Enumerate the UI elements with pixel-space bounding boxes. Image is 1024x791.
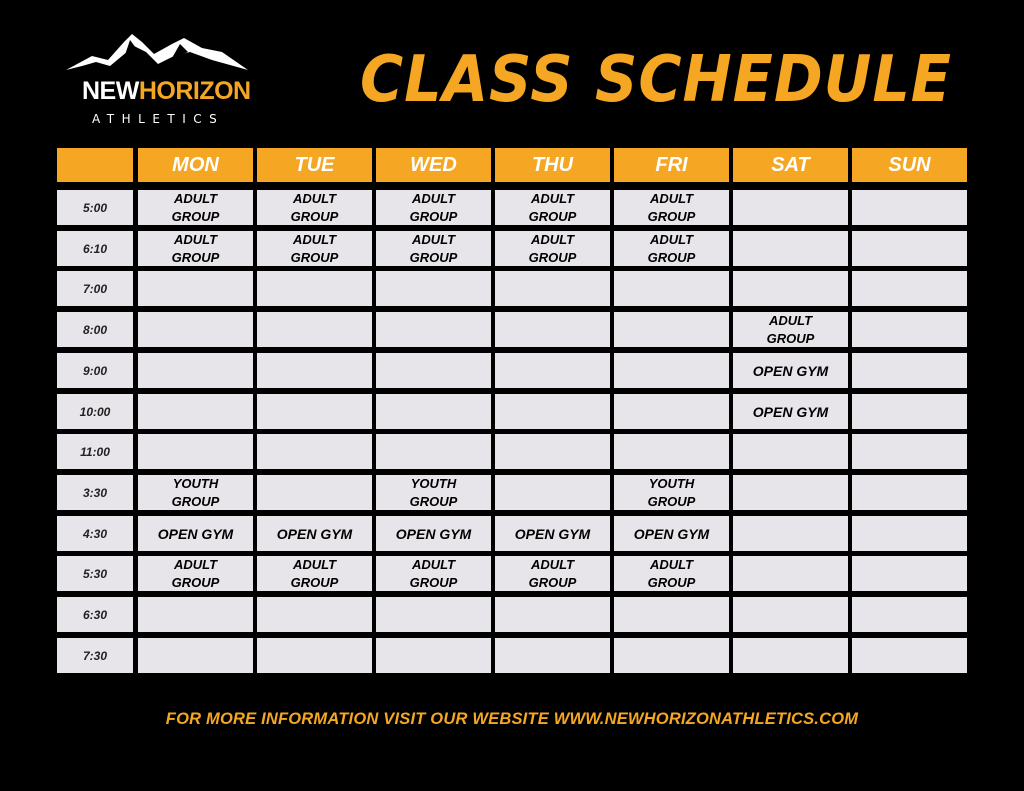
schedule-cell: ADULT GROUP bbox=[257, 231, 372, 266]
schedule-cell bbox=[852, 434, 967, 469]
schedule-cell: OPEN GYM bbox=[733, 353, 848, 388]
schedule-cell bbox=[733, 516, 848, 551]
schedule-cell bbox=[852, 394, 967, 429]
schedule-cell bbox=[376, 597, 491, 632]
schedule-cell bbox=[733, 556, 848, 591]
schedule-cell: OPEN GYM bbox=[138, 516, 253, 551]
schedule-cell bbox=[614, 312, 729, 347]
schedule-cell: ADULT GROUP bbox=[376, 231, 491, 266]
schedule-cell: ADULT GROUP bbox=[614, 556, 729, 591]
schedule-cell: ADULT GROUP bbox=[733, 312, 848, 347]
schedule-cell: ADULT GROUP bbox=[138, 231, 253, 266]
schedule-cell bbox=[495, 394, 610, 429]
schedule-cell: ADULT GROUP bbox=[138, 190, 253, 225]
schedule-cell bbox=[138, 271, 253, 306]
time-slot: 11:00 bbox=[57, 434, 133, 469]
day-header-sat: SAT bbox=[733, 148, 848, 182]
schedule-cell bbox=[138, 353, 253, 388]
schedule-cell: ADULT GROUP bbox=[495, 556, 610, 591]
schedule-cell: YOUTH GROUP bbox=[614, 475, 729, 510]
footer-text: FOR MORE INFORMATION VISIT OUR WEBSITE WWW.NEWHORIZONATHLETICS.COM bbox=[165, 710, 859, 728]
day-header-sun: SUN bbox=[852, 148, 967, 182]
schedule-cell bbox=[257, 597, 372, 632]
schedule-cell bbox=[614, 597, 729, 632]
schedule-cell bbox=[257, 353, 372, 388]
schedule-cell bbox=[495, 271, 610, 306]
schedule-cell bbox=[376, 394, 491, 429]
time-slot: 6:10 bbox=[57, 231, 133, 266]
schedule-cell bbox=[376, 638, 491, 673]
mountain-icon bbox=[62, 30, 252, 80]
schedule-cell: ADULT GROUP bbox=[495, 231, 610, 266]
schedule-cell bbox=[852, 190, 967, 225]
time-slot: 3:30 bbox=[57, 475, 133, 510]
schedule-cell bbox=[733, 231, 848, 266]
schedule-cell bbox=[614, 271, 729, 306]
header-corner bbox=[57, 148, 133, 182]
schedule-cell bbox=[495, 475, 610, 510]
schedule-cell bbox=[495, 638, 610, 673]
time-slot: 9:00 bbox=[57, 353, 133, 388]
schedule-cell bbox=[376, 312, 491, 347]
schedule-cell bbox=[614, 638, 729, 673]
schedule-cell bbox=[852, 231, 967, 266]
schedule-cell bbox=[376, 353, 491, 388]
schedule-cell: ADULT GROUP bbox=[257, 556, 372, 591]
schedule-cell bbox=[852, 353, 967, 388]
schedule-cell bbox=[852, 312, 967, 347]
time-slot: 5:00 bbox=[57, 190, 133, 225]
brand-subtitle: ATHLETICS bbox=[92, 112, 225, 126]
schedule-cell bbox=[257, 638, 372, 673]
schedule-cell bbox=[495, 597, 610, 632]
schedule-cell bbox=[614, 434, 729, 469]
schedule-cell: ADULT GROUP bbox=[614, 231, 729, 266]
schedule-cell: ADULT GROUP bbox=[376, 556, 491, 591]
day-header-fri: FRI bbox=[614, 148, 729, 182]
schedule-cell: OPEN GYM bbox=[495, 516, 610, 551]
time-slot: 6:30 bbox=[57, 597, 133, 632]
schedule-cell bbox=[257, 271, 372, 306]
schedule-cell: ADULT GROUP bbox=[376, 190, 491, 225]
schedule-cell bbox=[733, 475, 848, 510]
schedule-cell bbox=[495, 434, 610, 469]
schedule-cell: OPEN GYM bbox=[733, 394, 848, 429]
schedule-cell: OPEN GYM bbox=[257, 516, 372, 551]
day-header-thu: THU bbox=[495, 148, 610, 182]
time-slot: 4:30 bbox=[57, 516, 133, 551]
schedule-cell bbox=[733, 434, 848, 469]
schedule-cell bbox=[852, 271, 967, 306]
schedule-cell bbox=[257, 475, 372, 510]
schedule-cell: OPEN GYM bbox=[614, 516, 729, 551]
schedule-cell bbox=[614, 394, 729, 429]
schedule-cell bbox=[495, 353, 610, 388]
schedule-cell bbox=[733, 190, 848, 225]
schedule-cell: ADULT GROUP bbox=[614, 190, 729, 225]
brand-name: NEWHORIZON bbox=[82, 77, 251, 105]
schedule-cell: ADULT GROUP bbox=[495, 190, 610, 225]
time-slot: 8:00 bbox=[57, 312, 133, 347]
schedule-cell bbox=[257, 394, 372, 429]
schedule-cell bbox=[852, 556, 967, 591]
schedule-cell bbox=[852, 516, 967, 551]
schedule-cell bbox=[376, 434, 491, 469]
schedule-cell: YOUTH GROUP bbox=[138, 475, 253, 510]
time-slot: 7:30 bbox=[57, 638, 133, 673]
schedule-cell bbox=[138, 638, 253, 673]
schedule-cell bbox=[614, 353, 729, 388]
page-title: CLASS SCHEDULE bbox=[360, 43, 952, 117]
schedule-cell bbox=[852, 597, 967, 632]
schedule-cell bbox=[376, 271, 491, 306]
brand-logo bbox=[62, 30, 252, 130]
time-slot: 7:00 bbox=[57, 271, 133, 306]
schedule-cell bbox=[733, 638, 848, 673]
schedule-cell: ADULT GROUP bbox=[138, 556, 253, 591]
schedule-cell: ADULT GROUP bbox=[257, 190, 372, 225]
day-header-wed: WED bbox=[376, 148, 491, 182]
schedule-cell bbox=[852, 638, 967, 673]
day-header-tue: TUE bbox=[257, 148, 372, 182]
schedule-cell bbox=[138, 312, 253, 347]
schedule-cell bbox=[733, 597, 848, 632]
schedule-cell bbox=[257, 434, 372, 469]
schedule-cell bbox=[495, 312, 610, 347]
time-slot: 5:30 bbox=[57, 556, 133, 591]
schedule-cell bbox=[852, 475, 967, 510]
schedule-cell bbox=[733, 271, 848, 306]
day-header-mon: MON bbox=[138, 148, 253, 182]
schedule-cell bbox=[257, 312, 372, 347]
time-slot: 10:00 bbox=[57, 394, 133, 429]
schedule-cell bbox=[138, 434, 253, 469]
schedule-cell bbox=[138, 394, 253, 429]
schedule-cell: YOUTH GROUP bbox=[376, 475, 491, 510]
schedule-cell: OPEN GYM bbox=[376, 516, 491, 551]
schedule-cell bbox=[138, 597, 253, 632]
